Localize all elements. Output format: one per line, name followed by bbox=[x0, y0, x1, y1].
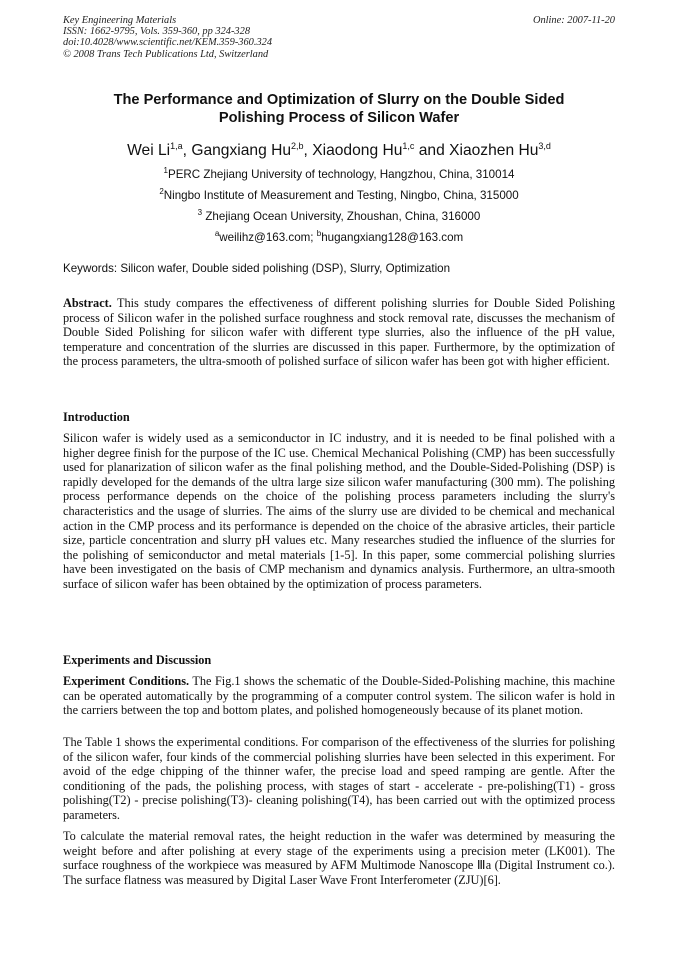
email-marker-a: a bbox=[214, 229, 220, 238]
author-superscript: 2,b bbox=[291, 141, 304, 151]
author-name: Gangxiang Hu bbox=[191, 142, 292, 159]
author-superscript: 1,a bbox=[170, 141, 183, 151]
author-separator: , bbox=[303, 142, 313, 159]
author-list bbox=[63, 136, 615, 161]
email-marker-b: b bbox=[316, 229, 322, 238]
author-name: Wei Li bbox=[127, 142, 171, 159]
introduction-heading: Introduction bbox=[63, 410, 130, 424]
affiliation-number: 2 bbox=[159, 187, 164, 196]
journal-name: Key Engineering Materials bbox=[63, 15, 177, 26]
experiment-conditions-paragraph bbox=[63, 674, 615, 718]
author-name: Xiaodong Hu bbox=[312, 142, 403, 159]
email-b: hugangxiang128@163.com bbox=[321, 231, 464, 244]
introduction-paragraph: Silicon wafer is widely used as a semiconductor in IC industry, and it is needed to be final polished with a higher degree finish for the purpose of the IC use. Chemical Mechanical Polishing (CMP) has been successfully used for planarization of silicon wafer as the final polishing method, and the Double-Sided-Polishing (DSP) is rapidly developed for the demands of the ultra large size silicon wafer manufacturing (300 mm). The polishing process performance depends on the choice of the polishing process parameters including the slurry's characteristics and the usage of slurries. The aims of the slurry use are divided to be chemical and mechanical action in the CMP process and its performance is depended on the choice of the abrasive articles, their particle size, particle concentration and slurry pH values etc. Many researches studied the influence of the slurries for the polishing of semiconductor and metal materials [1-5]. In this paper, some commercial polishing slurries have been investigated on the basis of CMP mechanism and dynamics analysis. Furthermore, an ultra-smooth surface of silicon wafer has been obtained by the optimization of process parameters. bbox=[63, 431, 615, 591]
title-line-1: The Performance and Optimization of Slurry on the Double Sided bbox=[113, 92, 565, 108]
affiliation-number: 3 bbox=[197, 208, 203, 217]
affiliation-text: Ningbo Institute of Measurement and Testing, Ningbo, China, 315000 bbox=[163, 189, 519, 202]
author-name: Xiaozhen Hu bbox=[449, 142, 539, 159]
author-separator: and bbox=[414, 142, 450, 159]
experiment-conditions-label: Experiment Conditions. bbox=[63, 674, 190, 688]
issn-line: ISSN: 1662-9795, Vols. 359-360, pp 324-328 bbox=[63, 26, 251, 38]
abstract-paragraph bbox=[63, 296, 615, 369]
abstract-label: Abstract. bbox=[63, 296, 112, 310]
measurement-paragraph: To calculate the material removal rates, the height reduction in the wafer was determined by measuring the weight before and after polishing at every stage of the experiments using a precision meter (LK001). The surface roughness of the workpiece was measured by AFM Multimode Nanoscope Ⅲa (Digital Instrument co.). The surface flatness was measured by Digital Laser Wave Front Interferometer (ZJU)[6]. bbox=[63, 829, 615, 887]
experiment-conditions-text: The Fig.1 shows the schematic of the Double-Sided-Polishing machine, this machine can be operated automatically by the programming of a computer control system. The silicon wafer is hold in the carriers between the top and bottom plates, and polished homogeneously because of its planet motion. bbox=[63, 674, 615, 718]
author-separator: , bbox=[182, 142, 192, 159]
online-date: Online: 2007-11-20 bbox=[532, 15, 615, 26]
affiliation-text: PERC Zhejiang University of technology, Hangzhou, China, 310014 bbox=[167, 168, 515, 181]
abstract-text: This study compares the effectiveness of different polishing slurries for Double Sided Polishing process of Silicon wafer in the polished surface roughness and stock removal rate, discusses the mechanism of Double Sided Polishing for silicon wafer with different type slurries, also the influence of the pH value, temperature and concentration of the slurries are discussed in this paper. Furthermore, by the optimization of the process parameters, the ultra-smooth of polished surface of silicon wafer has been got with higher efficient. bbox=[63, 296, 615, 369]
affiliation-2 bbox=[63, 185, 615, 203]
email-a: weilihz@163.com; bbox=[219, 231, 317, 244]
copyright-line: © 2008 Trans Tech Publications Ltd, Switzerland bbox=[63, 48, 269, 60]
affiliation-1 bbox=[63, 164, 615, 182]
keywords-line: Keywords: Silicon wafer, Double sided polishing (DSP), Slurry, Optimization bbox=[63, 262, 451, 275]
affiliation-3 bbox=[63, 206, 615, 224]
affiliation-number: 1 bbox=[163, 166, 168, 175]
experiments-heading: Experiments and Discussion bbox=[63, 653, 212, 667]
journal-header bbox=[63, 15, 272, 60]
author-superscript: 1,c bbox=[402, 141, 415, 151]
table-description-paragraph: The Table 1 shows the experimental conditions. For comparison of the effectiveness of the slurries for polishing of the silicon wafer, four kinds of the commercial polishing slurries have been selected in this experiment. For avoid of the edge chipping of the thinner wafer, the precise load and speed ramping are gentle. After the conditioning of the pads, the polishing process, with stages of start - accelerate - pre-polishing(T1) - gross polishing(T2) - precise polishing(T3)- cleaning polishing(T4), has been carried out with the optimized process parameters. bbox=[63, 735, 615, 822]
author-superscript: 3,d bbox=[538, 141, 551, 151]
paper-title bbox=[63, 91, 615, 127]
email-line bbox=[63, 227, 615, 245]
affiliation-text: Zhejiang Ocean University, Zhoushan, China, 316000 bbox=[202, 210, 481, 223]
doi-line: doi:10.4028/www.scientific.net/KEM.359-360.324 bbox=[63, 37, 273, 49]
title-line-2: Polishing Process of Silicon Wafer bbox=[218, 110, 460, 126]
